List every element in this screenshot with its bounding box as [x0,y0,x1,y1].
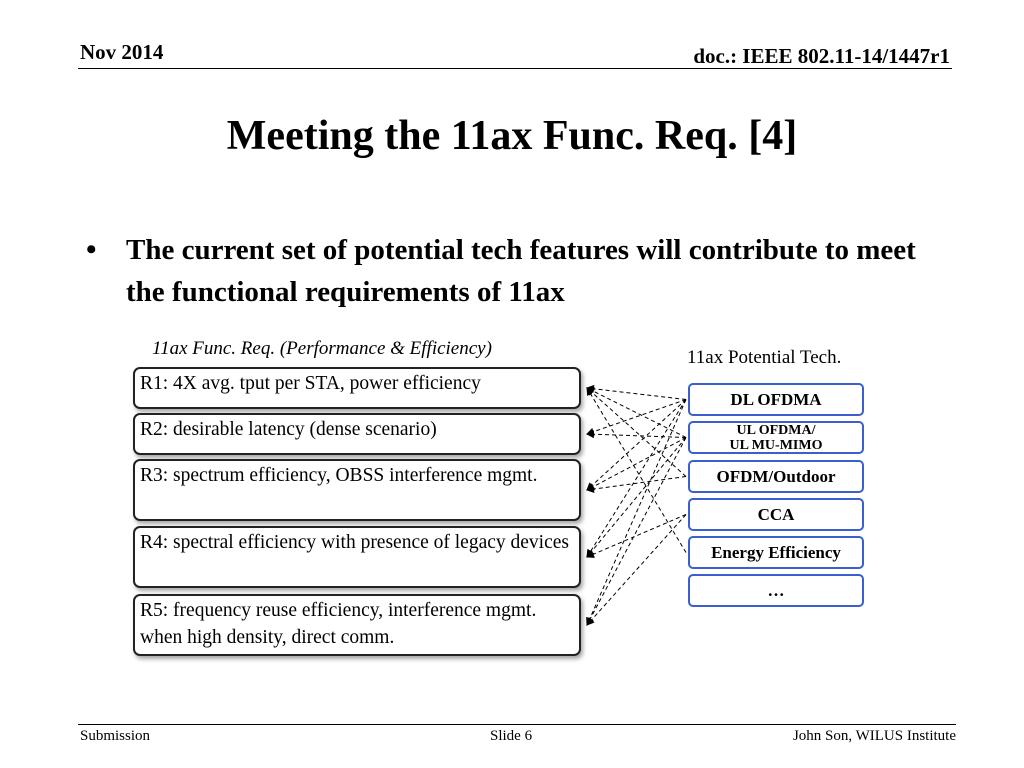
tech-label: … [767,580,785,600]
tech-box-energy-efficiency [688,536,864,569]
requirement-box-r4 [133,526,581,588]
header-divider [78,68,952,69]
tech-label: CCA [757,504,795,524]
link-t2-r2 [587,434,686,438]
tech-box-cca [688,498,864,531]
requirement-box-r3 [133,459,581,521]
tech-label: Energy Efficiency [711,542,841,562]
slide-title: Meeting the 11ax Func. Req. [4] [226,113,798,159]
link-t2-r1 [587,388,686,438]
bullet-text: The current set of potential tech features will contribute to meet the functional requirements of 11ax [126,234,916,308]
requirement-box-r2 [133,413,581,455]
tech-label: DL OFDMA [730,389,822,409]
tech-label-line-2: UL MU-MIMO [729,437,823,453]
link-t1-r5 [587,400,686,626]
link-t1-r2 [587,400,686,435]
requirement-text: R3: spectrum efficiency, OBSS interference mgmt. [140,465,538,486]
footer-slide-number: Slide 6 [490,728,533,744]
footer-author: John Son, WILUS Institute [792,728,956,744]
link-t2-r3 [587,438,686,491]
requirement-box-r5 [133,594,581,656]
tech-box-dl-ofdma [688,383,864,416]
footer-submission: Submission [80,728,151,744]
requirement-text: R5: frequency reuse efficiency, interference mgmt. when high density, direct comm. [140,600,537,648]
requirement-text: R4: spectral efficiency with presence of legacy devices [140,532,569,553]
tech-label: OFDM/Outdoor [716,466,836,486]
link-t4-r4 [587,515,686,558]
technologies-heading: 11ax Potential Tech. [687,347,842,368]
link-t3-r1 [587,388,686,477]
header-date: Nov 2014 [80,40,164,64]
requirements-heading: 11ax Func. Req. (Performance & Efficiency) [152,338,492,359]
footer-divider [78,724,956,725]
tech-label-line-1: UL OFDMA/ [736,422,816,438]
link-t1-r4 [587,400,686,558]
requirement-box-r1 [133,367,581,409]
tech-box-ul-ofdma-mu-mimo [688,421,864,454]
link-t5-r1 [587,388,686,553]
link-t2-r4 [587,438,686,558]
requirement-text: R2: desirable latency (dense scenario) [140,419,437,440]
link-t4-r5 [587,515,686,626]
requirement-text: R1: 4X avg. tput per STA, power efficiency [140,373,481,394]
link-t2-r5 [587,438,686,626]
bullet-point-icon: • [86,233,97,266]
link-t3-r3 [587,477,686,491]
link-t1-r3 [587,400,686,491]
tech-box-more [688,574,864,607]
header-doc-id: doc.: IEEE 802.11-14/1447r1 [693,44,950,68]
link-t1-r1 [587,388,686,400]
tech-box-ofdm-outdoor [688,460,864,493]
